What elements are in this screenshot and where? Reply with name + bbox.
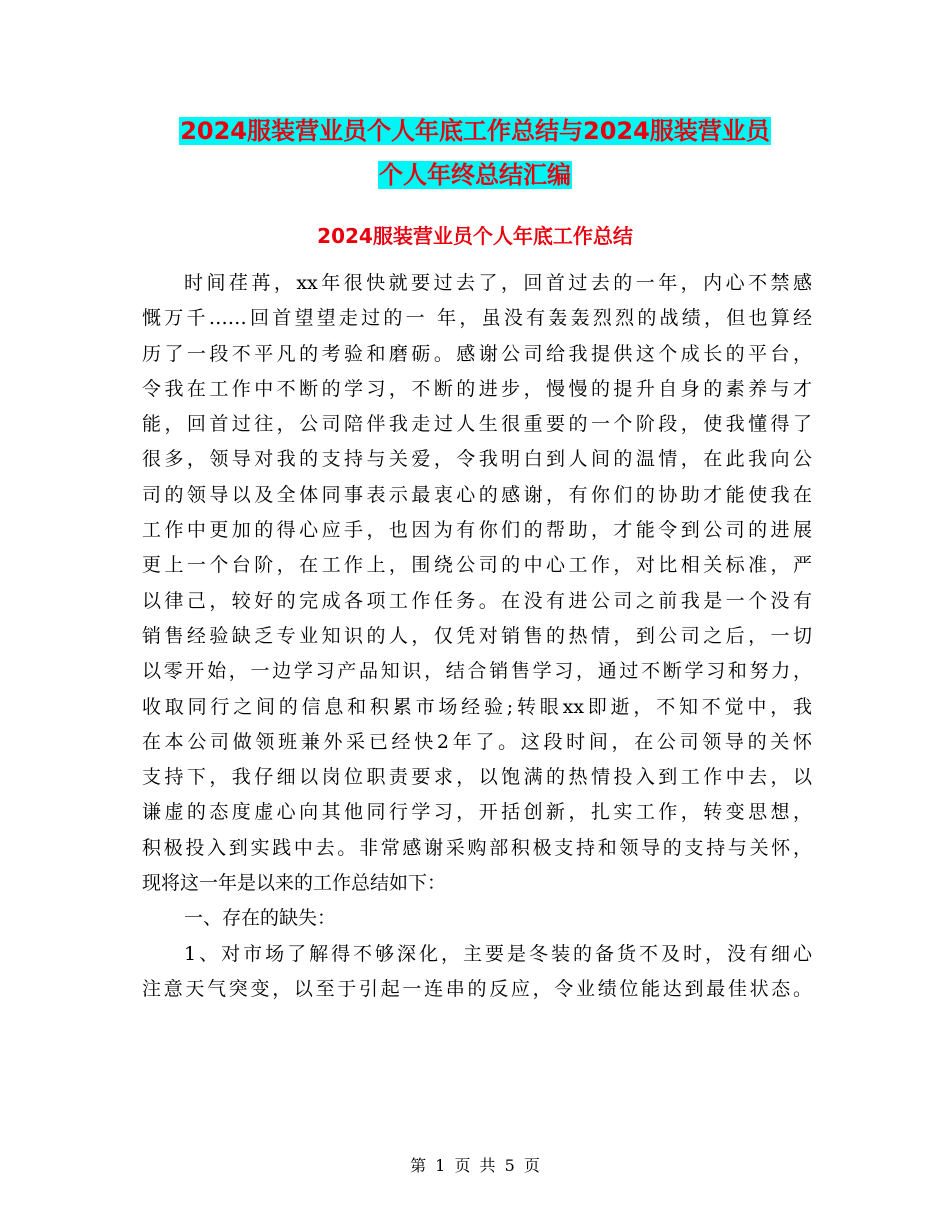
section-heading [142,901,812,936]
text-line: 工作中更加的得心应手，也因为有你们的帮助，才能令到公司的进展 [142,519,812,542]
text-line: 支持下，我仔细以岗位职责要求，以饱满的热情投入到工作中去，以 [142,766,812,789]
text-line: 积极投入到实践中去。非常感谢采购部积极支持和领导的支持与关怀， [142,836,812,859]
text-line: 在本公司做领班兼外采已经快2年了。这段时间，在公司领导的关怀 [142,730,812,753]
document-title-line-1 [0,108,950,154]
text-line: 现将这一年是以来的工作总结如下： [142,872,447,895]
document-title-line-1-text: 2024服装营业员个人年底工作总结与2024服装营业员 [180,117,770,145]
text-line: 以律己，较好的完成各项工作任务。在没有进公司之前我是一个没有 [142,589,812,612]
text-line: 收取同行之间的信息和积累市场经验;转眼xx即逝，不知不觉中，我 [142,695,812,718]
text-line: 时间荏苒，xx年很快就要过去了，回首过去的一年，内心不禁感 [184,272,812,294]
page-footer: 第 1 页 共 5 页 [410,1156,540,1175]
text-line: 更上一个台阶，在工作上，围绕公司的中心工作，对比相关标准，严 [142,554,812,577]
text-line: 历了一段不平凡的考验和磨砺。感谢公司给我提供这个成长的平台， [142,342,812,365]
text-line: 销售经验缺乏专业知识的人，仅凭对销售的热情，到公司之后，一切 [142,624,812,647]
list-item-1 [142,937,812,1008]
text-line: 司的领导以及全体同事表示最衷心的感谢，有你们的协助才能使我在 [142,483,812,506]
document-title-line-2 [0,152,950,198]
text-line: 以零开始，一边学习产品知识，结合销售学习，通过不断学习和努力， [142,660,812,683]
text-line: 1、对市场了解得不够深化，主要是冬装的备货不及时，没有细心 [184,942,812,965]
text-line: 一、存在的缺失： [184,907,337,930]
text-line: 能，回首过往，公司陪伴我走过人生很重要的一个阶段，使我懂得了 [142,413,812,436]
text-line: 慨万千……回首望望走过的一 年，虽没有轰轰烈烈的战绩，但也算经 [142,307,812,330]
document-title-line-2-text: 个人年终总结汇编 [379,161,571,189]
text-line: 令我在工作中不断的学习，不断的进步，慢慢的提升自身的素养与才 [142,377,812,400]
section-title: 2024服装营业员个人年底工作总结 [317,224,633,248]
text-line: 注意天气突变，以至于引起一连串的反应，令业绩位能达到最佳状态。 [142,977,812,1000]
paragraph-1 [142,266,812,901]
text-line: 谦虚的态度虚心向其他同行学习，开括创新，扎实工作，转变思想， [142,801,812,824]
text-line: 很多，领导对我的支持与关爱，令我明白到人间的温情，在此我向公 [142,448,812,471]
body-text [142,266,812,1007]
